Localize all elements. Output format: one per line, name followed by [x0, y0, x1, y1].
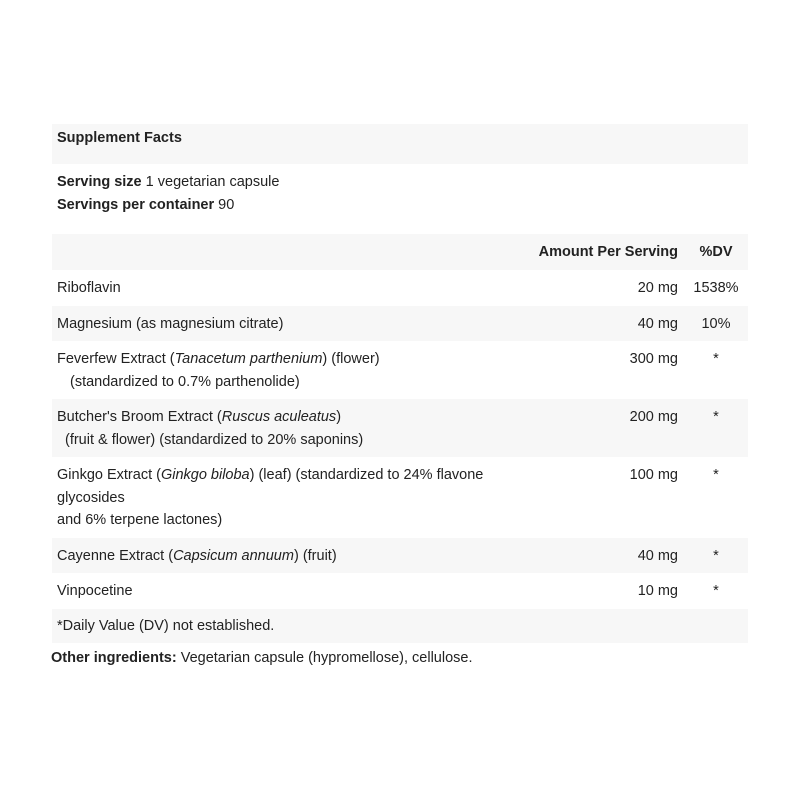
ingredient-amount: 100 mg — [629, 467, 678, 483]
ingredient-amount: 40 mg — [637, 315, 678, 332]
servings-value: 90 — [218, 197, 235, 213]
ingredient-name — [52, 348, 548, 393]
ingredient-dv: * — [713, 547, 719, 564]
ingredient-name: Magnesium (as magnesium citrate) — [57, 315, 284, 332]
serving-size — [57, 171, 743, 194]
ingredient-dv: 1538% — [693, 280, 739, 296]
header-amount: Amount Per Serving — [538, 243, 678, 260]
table-header — [52, 234, 748, 270]
serving-info — [52, 164, 748, 234]
ingredient-latin-name: Capsicum annuum — [173, 547, 294, 564]
ingredient-name-post: ) — [336, 409, 342, 425]
servings-label: Servings per container — [57, 197, 215, 213]
ingredient-dv: * — [713, 351, 719, 367]
ingredient-name: Riboflavin — [57, 280, 121, 296]
table-row — [52, 538, 748, 574]
ingredient-dv: * — [713, 467, 719, 483]
ingredient-latin-name: Ginkgo biloba — [160, 467, 250, 483]
table-row — [52, 573, 748, 609]
ingredient-name — [52, 406, 548, 451]
table-row — [52, 341, 748, 399]
ingredient-latin-name: Tanacetum parthenium — [174, 351, 323, 367]
other-ingredients — [51, 647, 751, 669]
table-row — [52, 399, 748, 457]
supplement-facts-title — [52, 124, 748, 164]
ingredient-detail: (fruit & flower) (standardized to 20% saponins) — [65, 431, 364, 448]
ingredient-name — [52, 545, 548, 568]
table-row — [52, 270, 748, 306]
dv-footnote — [52, 609, 748, 643]
ingredient-dv: 10% — [701, 315, 731, 332]
ingredient-name — [52, 464, 548, 532]
ingredient-amount: 20 mg — [637, 280, 678, 296]
ingredient-amount: 300 mg — [629, 351, 678, 367]
ingredient-name: Vinpocetine — [57, 583, 133, 599]
ingredient-name-post: ) (fruit) — [293, 547, 337, 564]
ingredient-detail: and 6% terpene lactones) — [57, 512, 223, 528]
servings-per-container — [57, 194, 743, 217]
ingredient-name-pre: Feverfew Extract ( — [57, 351, 175, 367]
ingredient-detail: (standardized to 0.7% parthenolide) — [70, 373, 300, 390]
supplement-facts-panel — [52, 124, 748, 643]
ingredient-amount: 40 mg — [637, 547, 678, 564]
other-ingredients-value: Vegetarian capsule (hypromellose), cellulose. — [180, 650, 473, 666]
footnote-text: *Daily Value (DV) not established. — [57, 617, 275, 634]
header-dv: %DV — [699, 243, 733, 260]
title-text: Supplement Facts — [57, 130, 182, 146]
ingredient-name-post: ) (flower) — [322, 351, 380, 367]
ingredient-dv: * — [713, 583, 719, 599]
serving-size-label: Serving size — [57, 174, 142, 190]
ingredient-name-pre: Cayenne Extract ( — [57, 547, 174, 564]
ingredient-dv: * — [713, 409, 719, 425]
ingredient-amount: 10 mg — [637, 583, 678, 599]
ingredient-name-post: ) (leaf) (standardized to 24% flavone glycosides — [57, 467, 484, 506]
other-ingredients-label: Other ingredients: — [51, 650, 177, 666]
ingredient-name-pre: Ginkgo Extract ( — [57, 467, 161, 483]
serving-size-value: 1 vegetarian capsule — [145, 174, 280, 190]
table-row — [52, 457, 748, 538]
ingredient-name-pre: Butcher's Broom Extract ( — [57, 409, 222, 425]
ingredient-latin-name: Ruscus aculeatus — [221, 409, 337, 425]
table-row — [52, 306, 748, 342]
ingredient-amount: 200 mg — [629, 409, 678, 425]
